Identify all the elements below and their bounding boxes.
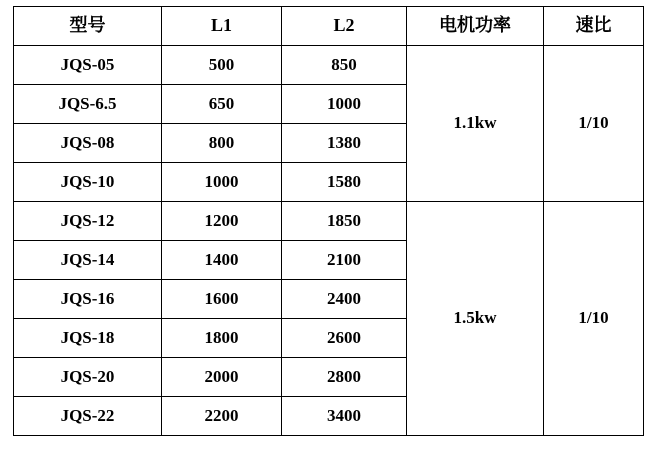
- table-row: [14, 202, 644, 241]
- cell-l2: 3400: [282, 397, 407, 436]
- cell-l1: 650: [162, 85, 282, 124]
- cell-l2: 1580: [282, 163, 407, 202]
- cell-l2: 2800: [282, 358, 407, 397]
- cell-model: JQS-10: [14, 163, 162, 202]
- cell-model: JQS-22: [14, 397, 162, 436]
- cell-l1: 2200: [162, 397, 282, 436]
- cell-model: JQS-12: [14, 202, 162, 241]
- header-cell-l1: L1: [162, 7, 282, 46]
- cell-model: JQS-18: [14, 319, 162, 358]
- cell-l1: 1200: [162, 202, 282, 241]
- cell-l1: 500: [162, 46, 282, 85]
- header-cell-power: 电机功率: [407, 7, 544, 46]
- cell-model: JQS-14: [14, 241, 162, 280]
- cell-l1: 1400: [162, 241, 282, 280]
- cell-l2: 1850: [282, 202, 407, 241]
- table-row: [14, 46, 644, 85]
- cell-power-group-2: 1.5kw: [407, 202, 544, 436]
- header-cell-l2: L2: [282, 7, 407, 46]
- cell-l2: 850: [282, 46, 407, 85]
- header-cell-model: 型号: [14, 7, 162, 46]
- cell-l2: 2100: [282, 241, 407, 280]
- header-cell-ratio: 速比: [544, 7, 644, 46]
- cell-model: JQS-05: [14, 46, 162, 85]
- specification-table: [13, 6, 644, 436]
- cell-l1: 1600: [162, 280, 282, 319]
- cell-l1: 1000: [162, 163, 282, 202]
- cell-model: JQS-08: [14, 124, 162, 163]
- cell-l2: 1000: [282, 85, 407, 124]
- cell-l2: 1380: [282, 124, 407, 163]
- cell-model: JQS-16: [14, 280, 162, 319]
- cell-ratio-group-1: 1/10: [544, 46, 644, 202]
- cell-l1: 2000: [162, 358, 282, 397]
- cell-ratio-group-2: 1/10: [544, 202, 644, 436]
- cell-l2: 2600: [282, 319, 407, 358]
- table-header-row: [14, 7, 644, 46]
- cell-power-group-1: 1.1kw: [407, 46, 544, 202]
- cell-l2: 2400: [282, 280, 407, 319]
- cell-l1: 1800: [162, 319, 282, 358]
- cell-l1: 800: [162, 124, 282, 163]
- spec-table-sheet: [0, 6, 657, 451]
- cell-model: JQS-6.5: [14, 85, 162, 124]
- cell-model: JQS-20: [14, 358, 162, 397]
